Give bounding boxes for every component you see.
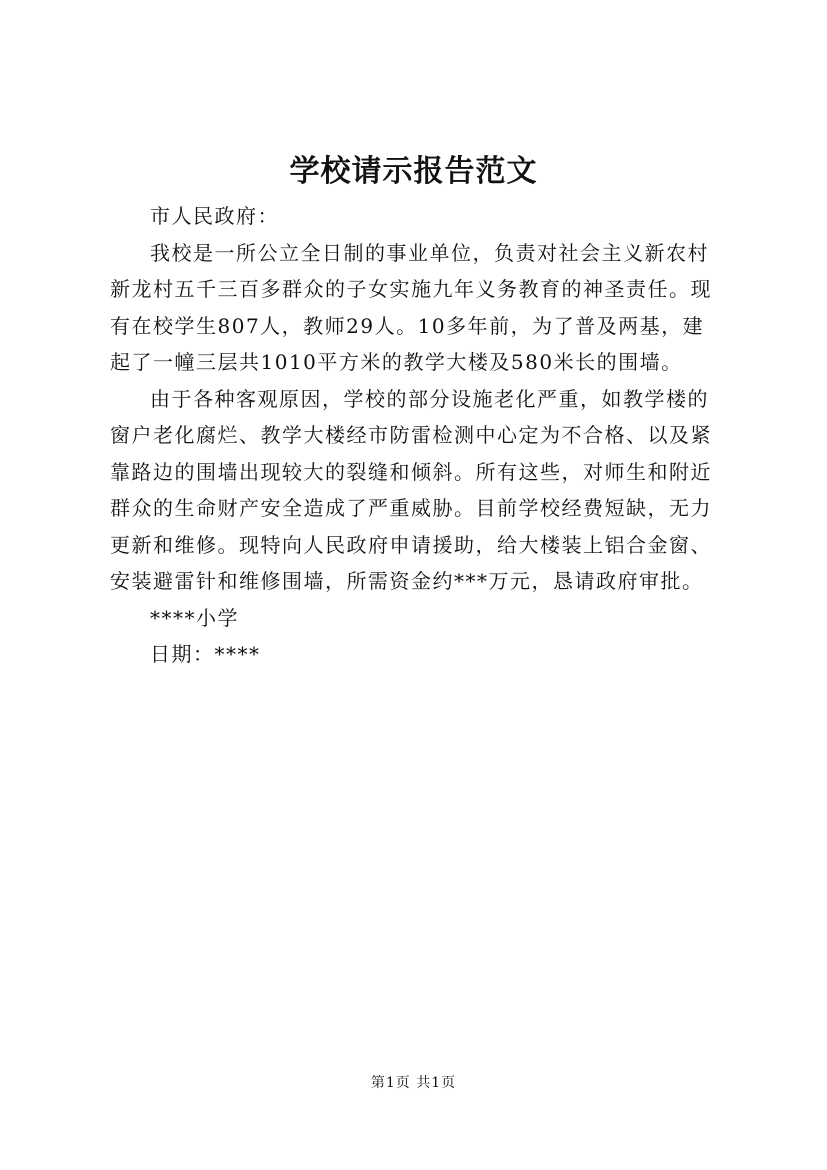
- salutation: 市人民政府：: [150, 204, 279, 228]
- paragraph-2-line-5: 更新和维修。现特向人民政府申请援助，给大楼装上铝合金窗、: [110, 532, 712, 557]
- paragraph-1-line-2: 新龙村五千三百多群众的子女实施九年义务教育的神圣责任。现: [110, 277, 712, 301]
- paragraph-2-line-2: 窗户老化腐烂、教学大楼经市防雷检测中心定为不合格、以及紧: [110, 423, 712, 447]
- paragraph-2-line-3: 靠路边的围墙出现较大的裂缝和倾斜。所有这些，对师生和附近: [110, 459, 712, 484]
- signature-school: ****小学: [150, 605, 239, 630]
- paragraph-2-line-4: 群众的生命财产安全造成了严重威胁。目前学校经费短缺，无力: [110, 496, 712, 520]
- paragraph-2-line-1: 由于各种客观原因，学校的部分设施老化严重，如教学楼的: [150, 386, 709, 411]
- document-body: [110, 198, 730, 673]
- paragraph-1-line-4: 起了一幢三层共1010平方米的教学大楼及580米长的围墙。: [110, 350, 683, 374]
- paragraph-1-line-3: 有在校学生807人，教师29人。10多年前，为了普及两基，建: [110, 313, 705, 338]
- paragraph-2-line-6: 安装避雷针和维修围墙，所需资金约***万元，恳请政府审批。: [110, 569, 704, 593]
- document-title: 学校请示报告范文: [289, 154, 538, 189]
- signature-date: 日期：****: [150, 642, 261, 666]
- page-footer: 第1页 共1页: [370, 1075, 457, 1091]
- paragraph-1-line-1: 我校是一所公立全日制的事业单位，负责对社会主义新农村: [150, 240, 709, 265]
